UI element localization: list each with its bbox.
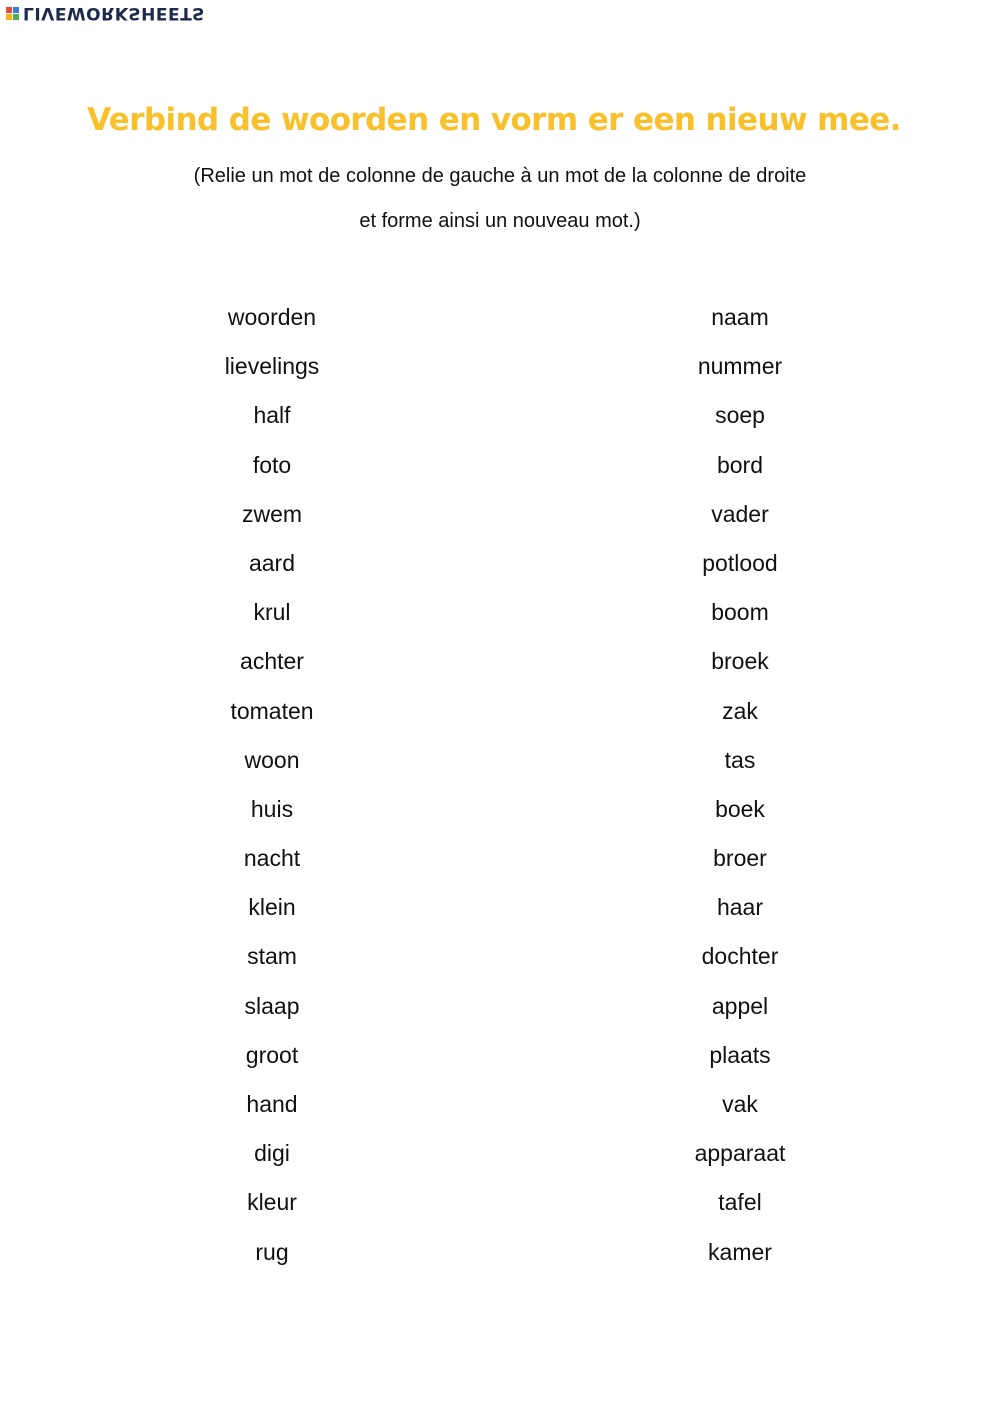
right-word[interactable]: naam	[711, 304, 769, 330]
left-word[interactable]: hand	[246, 1091, 298, 1117]
right-word[interactable]: haar	[716, 894, 764, 921]
left-word[interactable]: nacht	[243, 845, 301, 872]
left-word[interactable]: zwem	[241, 500, 303, 527]
left-word[interactable]: woorden	[227, 304, 317, 330]
left-word[interactable]: kleur	[247, 1189, 297, 1216]
left-word[interactable]: stam	[247, 943, 297, 970]
right-word[interactable]: tas	[724, 746, 756, 773]
liveworksheets-logo	[6, 3, 205, 23]
left-word[interactable]: foto	[252, 451, 292, 478]
right-word[interactable]: tafel	[718, 1189, 762, 1216]
left-word[interactable]: krul	[253, 599, 291, 626]
left-word[interactable]: klein	[248, 894, 296, 921]
worksheet-title: Verbind de woorden en vorm er een nieuw mee.	[87, 102, 901, 138]
left-word[interactable]: slaap	[244, 992, 300, 1019]
instruction-line-2: et forme ainsi un nouveau mot.)	[359, 210, 641, 232]
left-word[interactable]: groot	[245, 1041, 299, 1068]
left-word[interactable]: achter	[240, 648, 304, 675]
left-word[interactable]: aard	[248, 549, 296, 576]
left-word[interactable]: huis	[250, 795, 294, 822]
right-word[interactable]: boek	[715, 795, 765, 822]
right-word[interactable]: vak	[722, 1091, 758, 1117]
right-word[interactable]: broek	[711, 648, 769, 675]
right-word[interactable]: vader	[711, 500, 769, 527]
logo-square	[6, 14, 12, 20]
right-word-column	[620, 296, 860, 1280]
right-word[interactable]: boom	[711, 599, 769, 626]
right-word[interactable]: soep	[715, 402, 765, 429]
right-word[interactable]: potlood	[702, 549, 778, 576]
logo-squares-icon	[6, 7, 19, 20]
left-word[interactable]: lievelings	[224, 353, 320, 380]
logo-text: LIVEWORKSHEETS	[23, 3, 205, 23]
right-word[interactable]: nummer	[697, 353, 783, 380]
left-word[interactable]: half	[253, 402, 291, 429]
right-word[interactable]: bord	[716, 451, 764, 478]
right-word[interactable]: broer	[713, 845, 767, 872]
logo-square	[13, 14, 19, 20]
left-word[interactable]: woon	[244, 746, 300, 773]
right-word[interactable]: zak	[722, 697, 758, 724]
left-word-column	[152, 296, 392, 1280]
left-word[interactable]: digi	[254, 1140, 290, 1167]
left-word[interactable]: tomaten	[230, 697, 314, 724]
logo-square	[6, 7, 12, 13]
right-word[interactable]: dochter	[701, 943, 779, 970]
right-word[interactable]: appel	[711, 992, 769, 1019]
logo-square	[13, 7, 19, 13]
instruction-line-1: (Relie un mot de colonne de gauche à un mot de la colonne de droite	[193, 165, 807, 187]
right-word[interactable]: plaats	[709, 1041, 771, 1068]
left-word[interactable]: rug	[255, 1238, 289, 1265]
right-word[interactable]: apparaat	[694, 1140, 786, 1167]
right-word[interactable]: kamer	[708, 1238, 772, 1265]
